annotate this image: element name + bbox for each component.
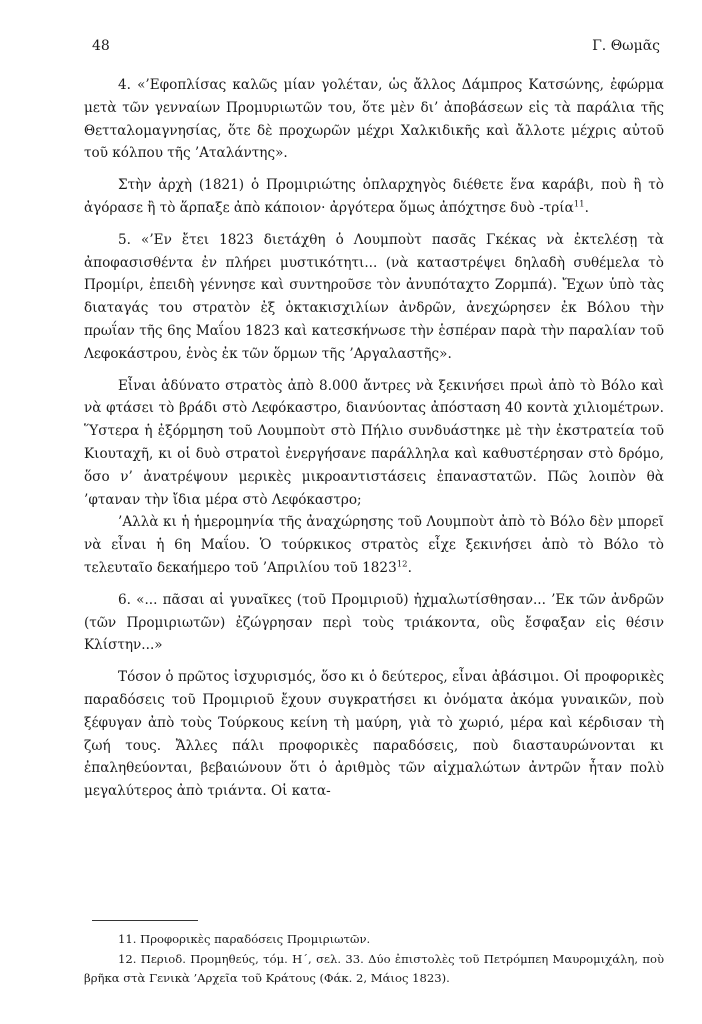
running-head: Γ. Θωμᾶς [592, 38, 660, 54]
paragraph-6-quote: 6. «... πᾶσαι αἱ γυναῖκες (τοῦ Προμιριοῦ) ἠχμαλωτίσθησαν... ’Εκ τῶν ἀνδρῶν (τῶν Προμιριωτῶν) ἐζώγρησαν περὶ τοὺς τριάκοντα, οὓς ἔσφαξαν εἰς θέσιν Κλίστην...» [84, 591, 664, 654]
paragraph-4-quote: 4. «’Εφοπλίσας καλῶς μίαν γολέταν, ὡς ἄλλος Δάμπρος Κατσώνης, ἐφώρμα μετὰ τῶν γενναίων Προμυριωτῶν του, ὅτε μὲν δι’ ἀποβάσεων εἰς τὰ παράλια τῆς Θετταλομαγνησίας, ὅτε δὲ προχωρῶν μέχρι Χαλκιδικῆς καὶ ἄλλοτε μέχρις αὐτοῦ τοῦ κόλπου τῆς ’Αταλάντης». [84, 77, 664, 162]
paragraph-impossible-march: Εἶναι ἀδύνατο στρατὸς ἀπὸ 8.000 ἄντρες νὰ ξεκινήσει πρωὶ ἀπὸ τὸ Βόλο καὶ νὰ φτάσει τὸ βράδι στὸ Λεφόκαστρο, διανύοντας ἀπόσταση 40 κοντὰ χιλιομέτρων. Ὕστερα ἡ ἐξόρμηση τοῦ Λουμποὺτ στὸ Πήλιο συνδυάστηκε μὲ τὴν ἐκστρατεία τοῦ Κιουταχῆ, κι οἱ δυὸ στρατοὶ ἐνεργήσανε παράλληλα καὶ καθυστέρησαν στὸ δρόμο, ὅσο ν’ ἀνατρέψουν μερικὲς μικροαντιστάσεις ἐπαναστατῶν. Πῶς λοιπὸν θὰ ’φταναν τὴν ἴδια μέρα στὸ Λεφόκαστρο; [84, 377, 664, 508]
paragraph-start-1821: Στὴν ἀρχὴ (1821) ὁ Προμιριώτης ὀπλαρχηγὸς διέθετε ἕνα καράβι, ποὺ ἢ τὸ ἀγόρασε ἢ τὸ ἅρπαξε ἀπὸ κάποιον· ἀργότερα ὅμως ἀπόχτησε δυὸ -τρία$^{11}$. [84, 177, 664, 216]
body-text [84, 74, 664, 803]
footnote-ref-11: 11 [573, 199, 585, 210]
footnote-11: 11. Προφορικὲς παραδόσεις Προμιριωτῶν. [118, 932, 371, 946]
page-number: 48 [92, 38, 110, 54]
paragraph-claims-unfounded: Τόσον ὁ πρῶτος ἰσχυρισμός, ὅσο κι ὁ δεύτερος, εἶναι ἀβάσιμοι. Οἱ προφορικὲς παραδόσεις τοῦ Προμιριοῦ ἔχουν συγκρατήσει κι ὀνόματα ἀκόμα γυναικῶν, ποὺ ξέφυγαν ἀπὸ τοὺς Τούρκους κείνη τὴ μαύρη, γιὰ τὸ χωριό, μέρα καὶ κέρδισαν τὴ ζωή τους. Ἄλλες πάλι προφορικὲς παραδόσεις, ποὺ διασταυρώνονται κι ἐπαληθεύονται, βεβαιώνουν ὅτι ὁ ἀριθμὸς τῶν αἰχμαλώτων ἀντρῶν ἦταν πολὺ μεγαλύτερος ἀπὸ τριάντα. Οἱ κατα- [84, 669, 664, 800]
footnote-separator [92, 920, 198, 921]
page-header [92, 38, 660, 58]
footnotes [84, 930, 664, 989]
paragraph-5-quote: 5. «’Εν ἔτει 1823 διετάχθη ὁ Λουμποὺτ πασᾶς Γκέκας νὰ ἐκτελέσῃ τὰ ἀποφασισθέντα ἐν πλήρει μυστικότητι... (νὰ καταστρέψει δηλαδὴ συθέμελα τὸ Προμίρι, ἐπειδὴ γέννησε καὶ συντηροῦσε τὸν ἀνυπόταχτο Ζορμπά). Ἔχων ὑπὸ τὰς διαταγάς του στρατὸν ἐξ ὀκτακισχιλίων ἀνδρῶν, ἀνεχώρησεν ἐκ Βόλου τὴν πρωΐαν τῆς 6ης Μαΐου 1823 καὶ κατεσκήνωσε τὴν ἑσπέραν παρὰ τὴν παραλίαν τοῦ Λεφοκάστρου, ἑνὸς ἐκ τῶν ὅρμων τῆς ’Αργαλαστῆς». [84, 231, 664, 362]
paragraph-departure-date: ’Αλλὰ κι ἡ ἡμερομηνία τῆς ἀναχώρησης τοῦ Λουμποὺτ ἀπὸ τὸ Βόλο δὲν μπορεῖ νὰ εἶναι ἡ 6η Μαΐου. Ὁ τούρκικος στρατὸς εἶχε ξεκινήσει ἀπὸ τὸ Βόλο τὸ τελευταῖο δεκαήμερο τοῦ ’Απριλίου τοῦ 1823$^{12}$. [84, 514, 664, 576]
footnote-ref-12: 12 [396, 559, 408, 570]
footnote-12: 12. Περιοδ. Προμηθεύς, τόμ. Η΄, σελ. 33. Δύο ἐπιστολὲς τοῦ Πετρόμπεη Μαυρομιχάλη, ποὺ βρῆκα στὰ Γενικὰ ’Αρχεῖα τοῦ Κράτους (Φάκ. 2, Μάιος 1823). [84, 951, 664, 985]
